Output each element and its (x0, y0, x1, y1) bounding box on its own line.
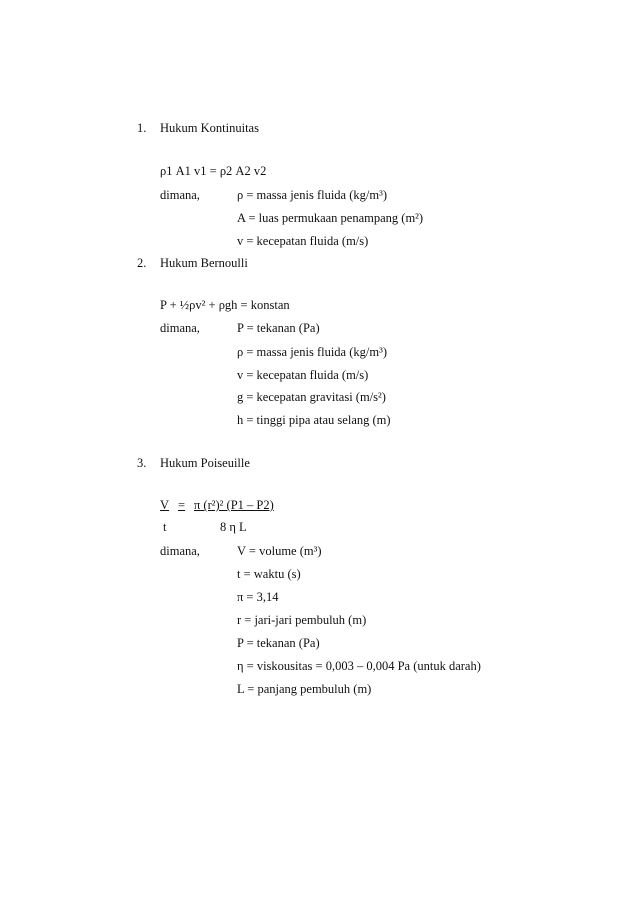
section-2-formula: P + ½ρv² + ρgh = konstan (160, 298, 290, 312)
section-1-def-density: ρ = massa jenis fluida (kg/m³) (237, 188, 387, 202)
formula-rhs-numerator: π (r²)² (P1 – P2) (194, 498, 274, 512)
section-3-def-radius: r = jari-jari pembuluh (m) (237, 613, 367, 627)
section-3-title: Hukum Poiseuille (160, 456, 250, 470)
formula-lhs-numerator: V (160, 498, 170, 512)
section-2-title: Hukum Bernoulli (160, 256, 248, 270)
section-1-formula: ρ1 A1 v1 = ρ2 A2 v2 (160, 164, 267, 178)
section-3-number: 3. (137, 456, 147, 470)
section-2-number: 2. (137, 256, 147, 270)
formula-equals: = (178, 498, 186, 512)
section-1-title: Hukum Kontinuitas (160, 121, 259, 135)
section-3-def-pressure: P = tekanan (Pa) (237, 636, 320, 650)
section-3-def-time: t = waktu (s) (237, 567, 301, 581)
section-3-def-length: L = panjang pembuluh (m) (237, 682, 372, 696)
section-2-def-velocity: v = kecepatan fluida (m/s) (237, 368, 369, 382)
section-2-where-label: dimana, (160, 321, 200, 335)
formula-lhs-denominator: t (163, 520, 167, 534)
section-2-def-density: ρ = massa jenis fluida (kg/m³) (237, 345, 387, 359)
formula-rhs-denominator: 8 η L (220, 520, 247, 534)
section-3-where-label: dimana, (160, 544, 200, 558)
section-2-def-gravity: g = kecepatan gravitasi (m/s²) (237, 390, 386, 404)
section-1-def-velocity: v = kecepatan fluida (m/s) (237, 234, 369, 248)
section-1-number: 1. (137, 121, 147, 135)
section-3-def-viscosity: η = viskousitas = 0,003 – 0,004 Pa (untuk darah) (237, 659, 481, 673)
section-1-def-area: A = luas permukaan penampang (m²) (237, 211, 424, 225)
section-1-where-label: dimana, (160, 188, 200, 202)
section-2-def-pressure: P = tekanan (Pa) (237, 321, 320, 335)
section-3-def-pi: π = 3,14 (237, 590, 279, 604)
section-2-def-height: h = tinggi pipa atau selang (m) (237, 413, 391, 427)
section-3-def-volume: V = volume (m³) (237, 544, 322, 558)
